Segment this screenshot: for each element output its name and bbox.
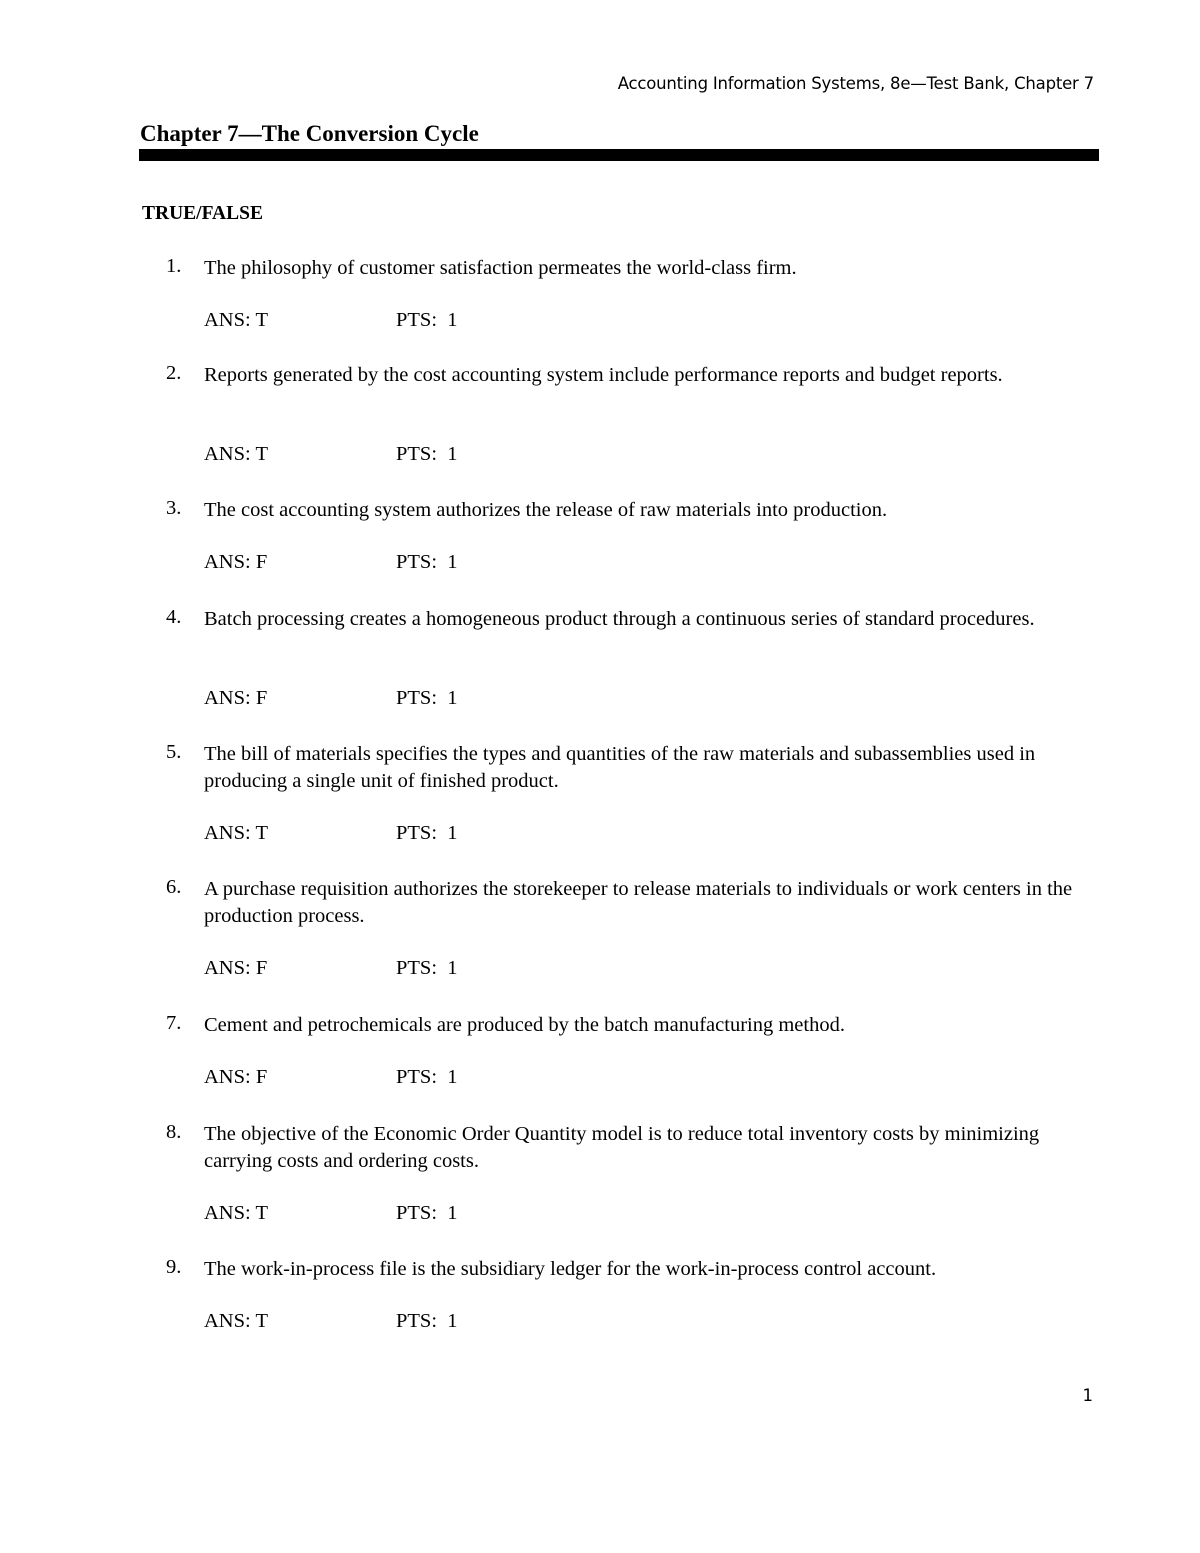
question-text: The cost accounting system authorizes the release of raw materials into production. [204, 499, 888, 521]
points-label: PTS: 1 [396, 957, 458, 979]
answer-label: ANS: F [204, 687, 268, 709]
question-number: 6. [166, 876, 182, 898]
points-label: PTS: 1 [396, 1066, 458, 1088]
question-number: 4. [166, 606, 182, 628]
points-label: PTS: 1 [396, 309, 458, 331]
question-text: Cement and petrochemicals are produced by the batch manufacturing method. [204, 1014, 845, 1036]
question-number: 1. [166, 255, 182, 277]
running-header: Accounting Information Systems, 8e—Test Bank, Chapter 7 [617, 74, 1094, 93]
section-heading: TRUE/FALSE [142, 203, 263, 224]
points-label: PTS: 1 [396, 443, 458, 465]
answer-label: ANS: F [204, 1066, 268, 1088]
question-number: 2. [166, 362, 182, 384]
question-number: 8. [166, 1121, 182, 1143]
points-label: PTS: 1 [396, 822, 458, 844]
question-text: Reports generated by the cost accounting system include performance reports and budget reports. [204, 364, 1003, 386]
points-label: PTS: 1 [396, 687, 458, 709]
points-label: PTS: 1 [396, 551, 458, 573]
answer-label: ANS: F [204, 957, 268, 979]
question-number: 5. [166, 741, 182, 763]
answer-label: ANS: T [204, 1202, 268, 1224]
question-number: 9. [166, 1256, 182, 1278]
page-number: 1 [1082, 1386, 1093, 1405]
answer-label: ANS: T [204, 309, 268, 331]
question-text: The work-in-process file is the subsidiary ledger for the work-in-process control account. [204, 1258, 937, 1280]
question-number: 3. [166, 497, 182, 519]
points-label: PTS: 1 [396, 1202, 458, 1224]
question-text: A purchase requisition authorizes the storekeeper to release materials to individuals or work centers in the production process. [204, 878, 1073, 927]
answer-label: ANS: T [204, 1310, 268, 1332]
points-label: PTS: 1 [396, 1310, 458, 1332]
answer-label: ANS: T [204, 822, 268, 844]
title-rule [139, 149, 1099, 161]
answer-label: ANS: F [204, 551, 268, 573]
question-text: The bill of materials specifies the types and quantities of the raw materials and subassemblies used in producing a single unit of finished product. [204, 743, 1036, 792]
question-number: 7. [166, 1012, 182, 1034]
answer-label: ANS: T [204, 443, 268, 465]
chapter-title: Chapter 7—The Conversion Cycle [140, 121, 479, 146]
question-text: Batch processing creates a homogeneous product through a continuous series of standard procedures. [204, 608, 1035, 630]
question-text: The objective of the Economic Order Quantity model is to reduce total inventory costs by minimizing carrying costs and ordering costs. [204, 1123, 1040, 1172]
question-text: The philosophy of customer satisfaction permeates the world-class firm. [204, 257, 797, 279]
